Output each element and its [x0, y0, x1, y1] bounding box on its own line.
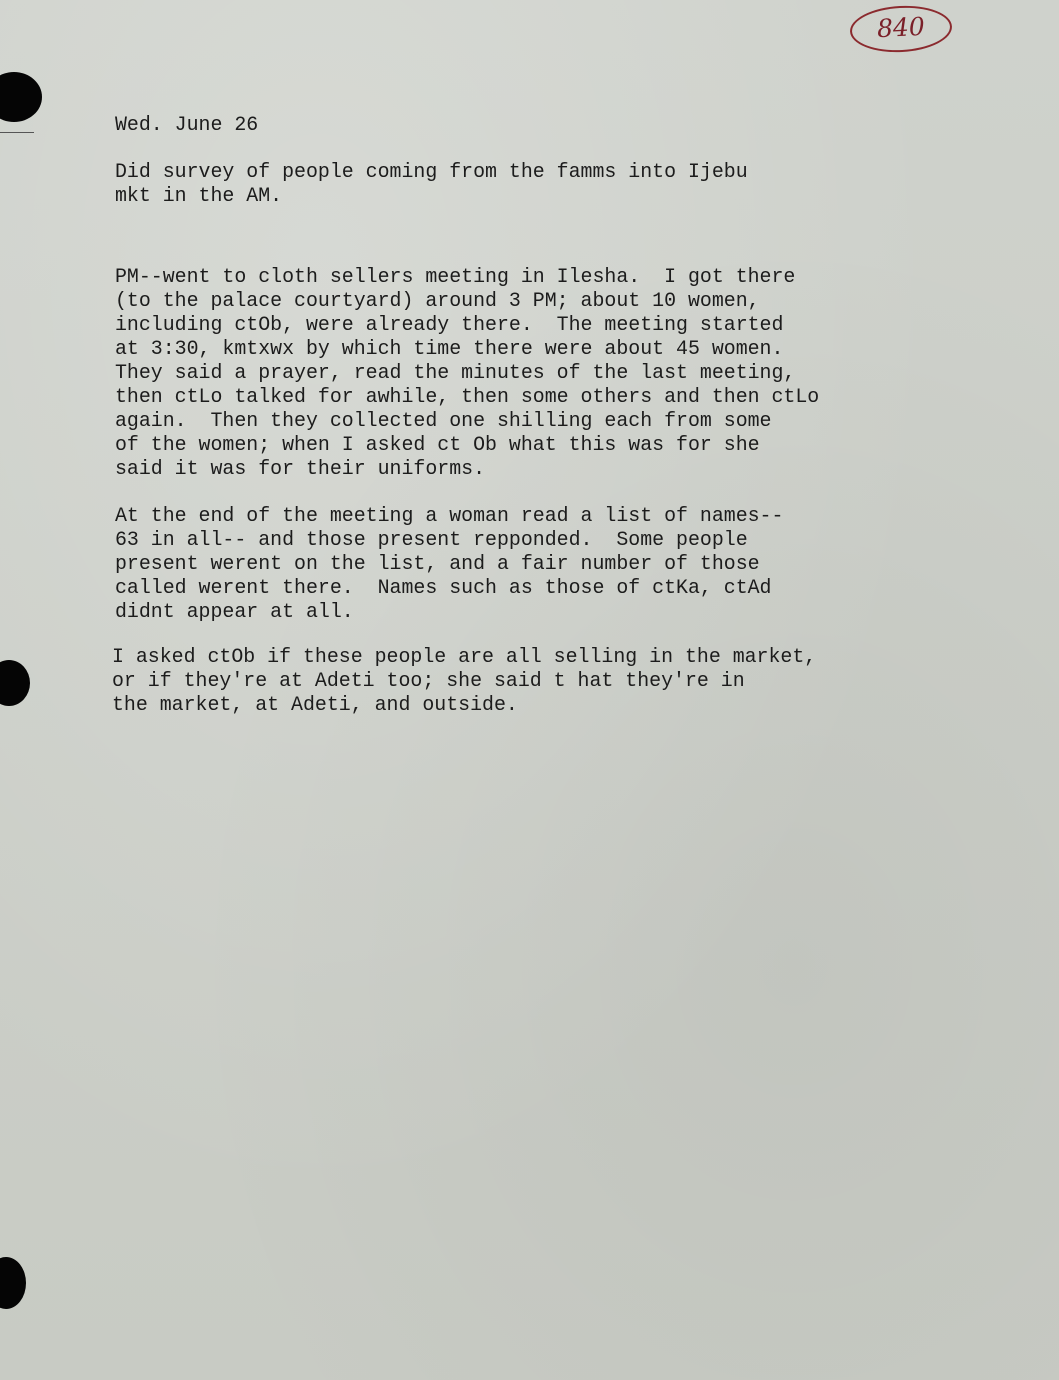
paragraph-list-of-names: At the end of the meeting a woman read a list of names-- 63 in all-- and those present repponded. Some people present werent on the list, and a fair number of those called werent there. Names such as those of ctKa, ctAd didnt appear at all. — [115, 504, 784, 623]
entry-date: Wed. June 26 — [115, 113, 259, 136]
binder-hole-middle — [0, 660, 30, 706]
margin-tick — [0, 132, 34, 133]
paragraph-cloth-sellers-meeting: PM--went to cloth sellers meeting in Ilesha. I got there (to the palace courtyard) around 3 PM; about 10 women, including ctOb, were already there. The meeting started at 3:30, kmtxwx by which time there were about 45 women. They said a prayer, read the minutes of the last meeting, then ctLo talked for awhile, then some others and then ctLo again. Then they collected one shilling each from some of the women; when I asked ct Ob what this was for she said it was for their uniforms. — [115, 265, 820, 480]
handwritten-page-number: 840 — [849, 3, 953, 54]
binder-hole-top — [0, 72, 42, 122]
paragraph-selling-location: I asked ctOb if these people are all selling in the market, or if they're at Adeti too; she said t hat they're in the market, at Adeti, and outside. — [112, 645, 817, 716]
binder-hole-bottom — [0, 1257, 26, 1309]
paragraph-market-survey: Did survey of people coming from the famms into Ijebu mkt in the AM. — [115, 160, 748, 207]
